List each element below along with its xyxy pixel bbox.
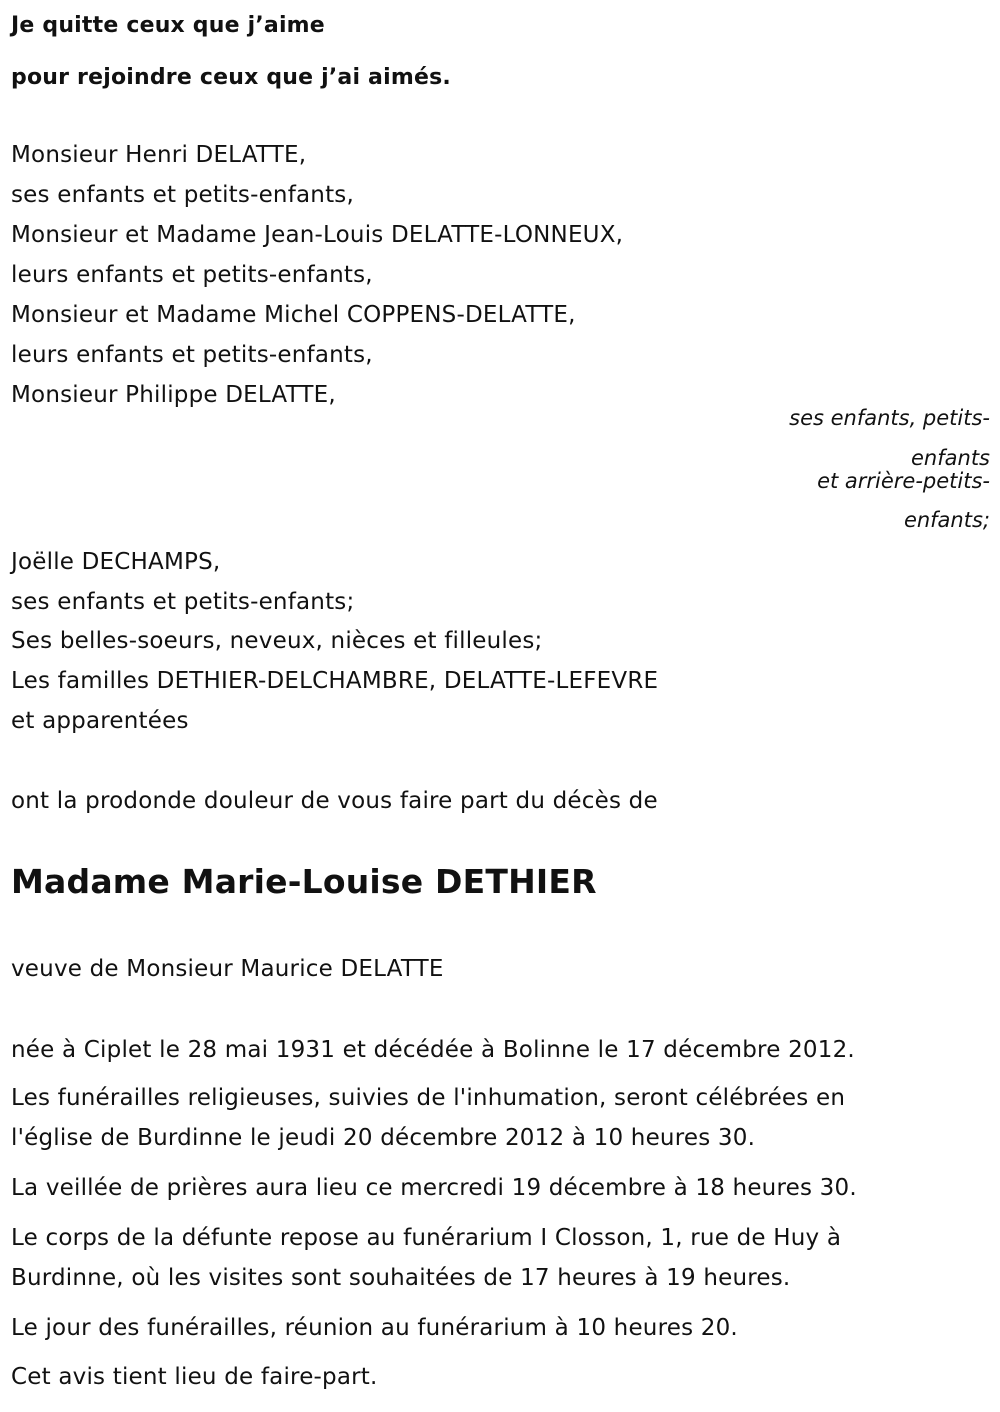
right-family-line: enfants	[911, 446, 990, 470]
widow-line: veuve de Monsieur Maurice DELATTE	[11, 956, 444, 982]
family-line: Monsieur et Madame Jean-Louis DELATTE-LONNEUX,	[11, 222, 624, 248]
family-line: Monsieur et Madame Michel COPPENS-DELATTE,	[11, 302, 576, 328]
detail-line: Les funérailles religieuses, suivies de l'inhumation, seront célébrées en	[11, 1085, 846, 1111]
family-line: Les familles DETHIER-DELCHAMBRE, DELATTE-LEFEVRE	[11, 668, 659, 694]
announcement: ont la prodonde douleur de vous faire part du décès de	[11, 788, 658, 814]
right-family-line: ses enfants, petits-	[789, 406, 990, 430]
family-line: et apparentées	[11, 708, 189, 734]
family-line: Joëlle DECHAMPS,	[11, 549, 221, 575]
quote-line: pour rejoindre ceux que j’ai aimés.	[11, 65, 451, 90]
family-line: leurs enfants et petits-enfants,	[11, 262, 373, 288]
detail-line: Burdinne, où les visites sont souhaitées de 17 heures à 19 heures.	[11, 1265, 791, 1291]
detail-line: Cet avis tient lieu de faire-part.	[11, 1364, 378, 1390]
family-line: Monsieur Henri DELATTE,	[11, 142, 307, 168]
detail-line: Le corps de la défunte repose au funérarium I Closson, 1, rue de Huy à	[11, 1225, 842, 1251]
right-family-line: et arrière-petits-	[817, 469, 990, 493]
detail-line: Le jour des funérailles, réunion au funérarium à 10 heures 20.	[11, 1315, 738, 1341]
family-line: Ses belles-soeurs, neveux, nièces et filleules;	[11, 628, 543, 654]
family-line: leurs enfants et petits-enfants,	[11, 342, 373, 368]
detail-line: La veillée de prières aura lieu ce mercredi 19 décembre à 18 heures 30.	[11, 1175, 857, 1201]
family-line: ses enfants et petits-enfants;	[11, 589, 355, 615]
right-family-line: enfants;	[903, 508, 990, 532]
detail-line: née à Ciplet le 28 mai 1931 et décédée à Bolinne le 17 décembre 2012.	[11, 1037, 855, 1063]
family-line: ses enfants et petits-enfants,	[11, 182, 354, 208]
deceased-name: Madame Marie-Louise DETHIER	[11, 862, 597, 901]
quote-line: Je quitte ceux que j’aime	[11, 13, 325, 38]
detail-line: l'église de Burdinne le jeudi 20 décembre 2012 à 10 heures 30.	[11, 1125, 756, 1151]
family-line: Monsieur Philippe DELATTE,	[11, 382, 336, 408]
